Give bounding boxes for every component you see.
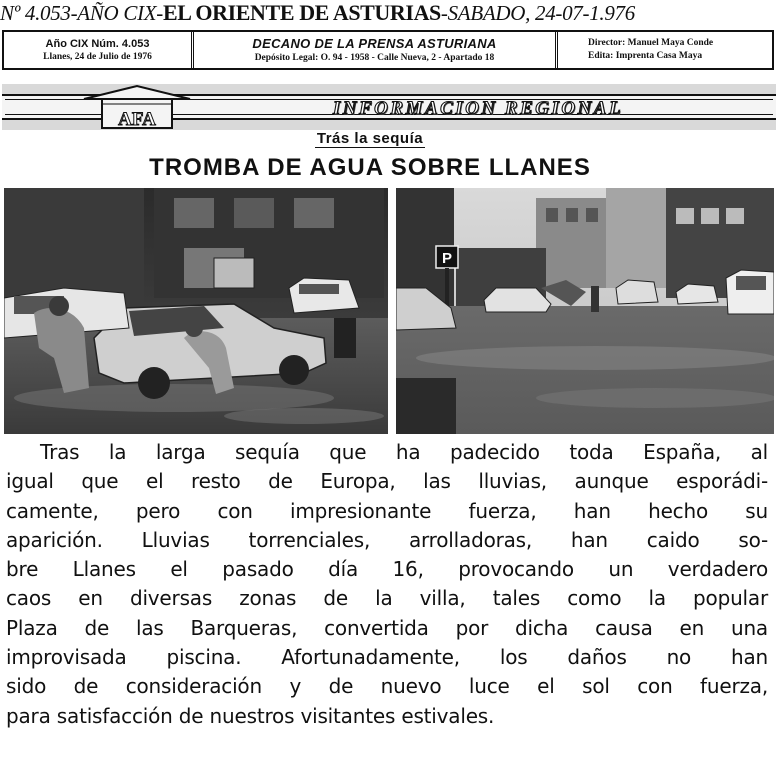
article-body-line: para satisfacción de nuestros visitantes estivales. — [6, 703, 495, 728]
article-body-line: igual que el resto de Europa, las lluvias, aunque esporádi- — [6, 469, 768, 494]
masthead-issue-cell — [4, 32, 194, 68]
masthead-legal: Depósito Legal: O. 94 - 1958 - Calle Nueva, 2 - Apartado 18 — [254, 53, 495, 63]
article-body-line: Tras la larga sequía que ha padecido toda España, al — [40, 440, 768, 464]
article-body-line: caos en diversas zonas de la villa, tales como la popular — [6, 586, 768, 611]
article-kicker — [0, 130, 740, 150]
newspaper-name: EL ORIENTE DE ASTURIAS — [162, 0, 441, 25]
article-body — [6, 438, 768, 764]
masthead-motto: DECANO DE LA PRENSA ASTURIANA — [252, 36, 497, 51]
article-body-line: improvisada piscina. Afortunadamente, los daños no han — [6, 645, 768, 670]
section-title: INFORMACION REGIONAL — [332, 98, 624, 119]
masthead-issue-line: Año CIX Núm. 4.053 — [45, 38, 150, 50]
masthead-box — [2, 30, 774, 70]
section-logo-text: AFA — [118, 109, 156, 130]
masthead-publisher: Edita: Imprenta Casa Maya — [588, 51, 703, 61]
article-body-line: bre Llanes el pasado día 16, provocando un verdadero — [6, 557, 768, 582]
masthead-credits-cell — [558, 32, 772, 68]
section-logo-icon — [80, 84, 194, 130]
photo-flooded-square — [396, 188, 774, 434]
article-headline: TROMBA DE AGUA SOBRE LLANES — [149, 154, 591, 181]
photo-flooded-street-cars — [4, 188, 388, 434]
issue-date: -SABADO, 24-07-1.976 — [440, 1, 635, 25]
article-body-line: aparición. Lluvias torrenciales, arrolladoras, han caido so- — [6, 527, 768, 552]
issue-number: Nº 4.053-AÑO CIX- — [0, 1, 163, 25]
top-header-line — [0, 0, 778, 28]
parking-sign-text: P — [441, 250, 453, 267]
masthead-place-date: Llanes, 24 de Julio de 1976 — [43, 52, 152, 62]
article-body-line: camente, pero con impresionante fuerza, han hecho su — [6, 498, 768, 523]
section-banner — [2, 84, 776, 130]
article-body-line: Plaza de las Barqueras, convertida por dicha causa en una — [6, 615, 768, 640]
article-body-line: sido de consideración y de nuevo luce el sol con fuerza, — [6, 674, 768, 699]
article-kicker-text: Trás la sequía — [316, 130, 424, 147]
masthead-motto-cell — [194, 32, 558, 68]
masthead-director: Director: Manuel Maya Conde — [588, 38, 714, 48]
